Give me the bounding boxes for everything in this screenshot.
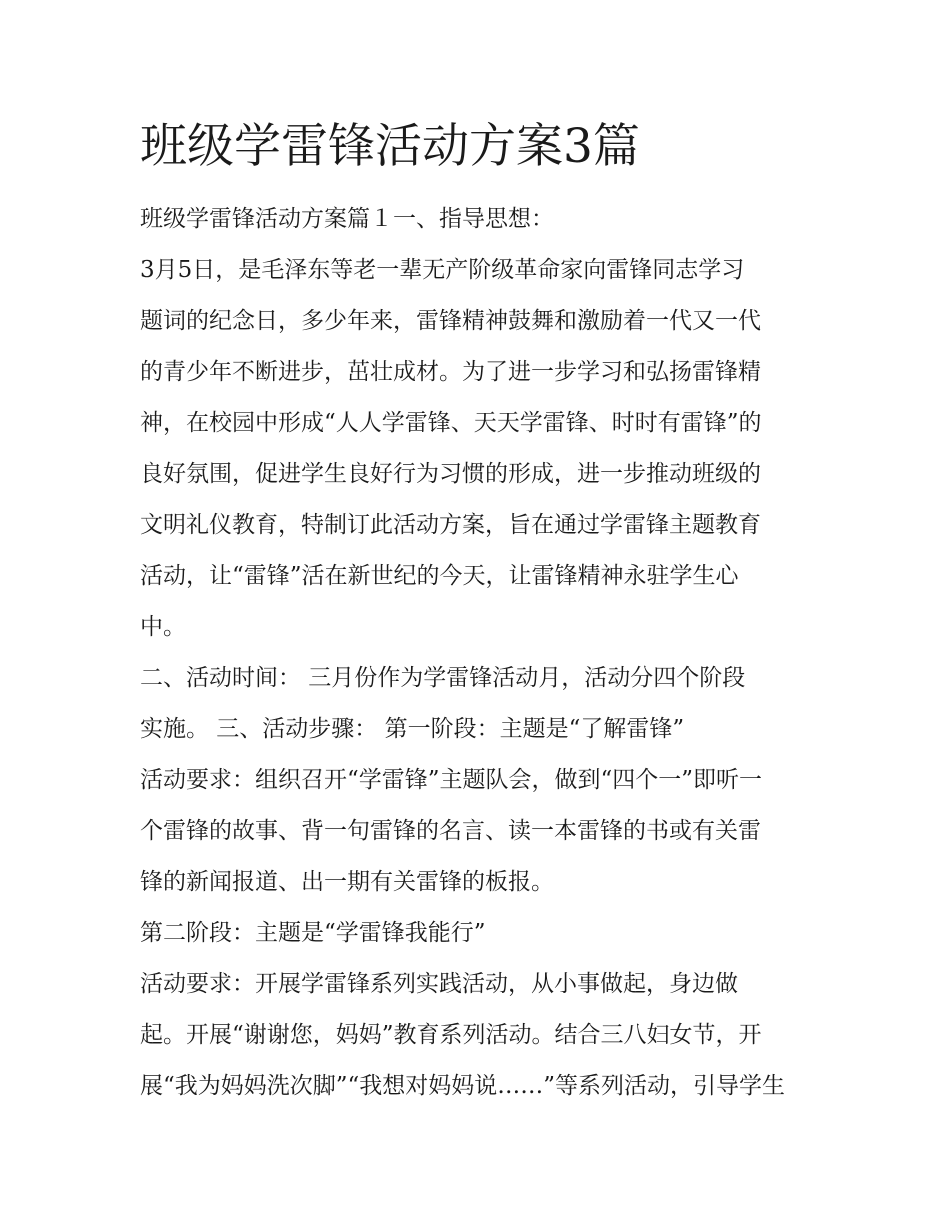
document-title: 班级学雷锋活动方案3篇	[140, 119, 640, 174]
paragraph-line: 二、活动时间： 三月份作为学雷锋活动月，活动分四个阶段	[140, 665, 746, 691]
paragraph-line: 中。	[140, 614, 186, 640]
paragraph-line: 题词的纪念日，多少年来，雷锋精神鼓舞和激励着一代又一代	[140, 308, 761, 334]
paragraph-line: 活动要求：开展学雷锋系列实践活动，从小事做起，身边做	[140, 971, 738, 997]
paragraph-line: 文明礼仪教育，特制订此活动方案，旨在通过学雷锋主题教育	[140, 512, 761, 538]
paragraph-line: 活动，让“雷锋”活在新世纪的今天，让雷锋精神永驻学生心	[140, 563, 739, 589]
paragraph-line: 实施。 三、活动步骤： 第一阶段：主题是“了解雷锋”	[140, 716, 685, 742]
paragraph-line: 3月5日，是毛泽东等老一辈无产阶级革命家向雷锋同志学习	[140, 257, 745, 283]
paragraph-line: 起。开展“谢谢您，妈妈”教育系列活动。结合三八妇女节，开	[140, 1022, 762, 1048]
paragraph-line: 良好氛围，促进学生良好行为习惯的形成，进一步推动班级的	[140, 461, 761, 487]
paragraph-line: 的青少年不断进步，茁壮成材。为了进一步学习和弘扬雷锋精	[140, 359, 761, 385]
paragraph-line: 第二阶段：主题是“学雷锋我能行”	[140, 920, 486, 946]
paragraph-line: 班级学雷锋活动方案篇１一、指导思想：	[140, 206, 554, 232]
paragraph-line: 锋的新闻报道、出一期有关雷锋的板报。	[140, 869, 554, 895]
paragraph-line: 活动要求：组织召开“学雷锋”主题队会，做到“四个一”即听一	[140, 767, 763, 793]
paragraph-line: 展“我为妈妈洗次脚”“我想对妈妈说……”等系列活动，引导学生	[140, 1073, 786, 1099]
paragraph-line: 个雷锋的故事、背一句雷锋的名言、读一本雷锋的书或有关雷	[140, 818, 761, 844]
document-body	[140, 194, 820, 1112]
paragraph-line: 神，在校园中形成“人人学雷锋、天天学雷锋、时时有雷锋”的	[140, 410, 762, 436]
